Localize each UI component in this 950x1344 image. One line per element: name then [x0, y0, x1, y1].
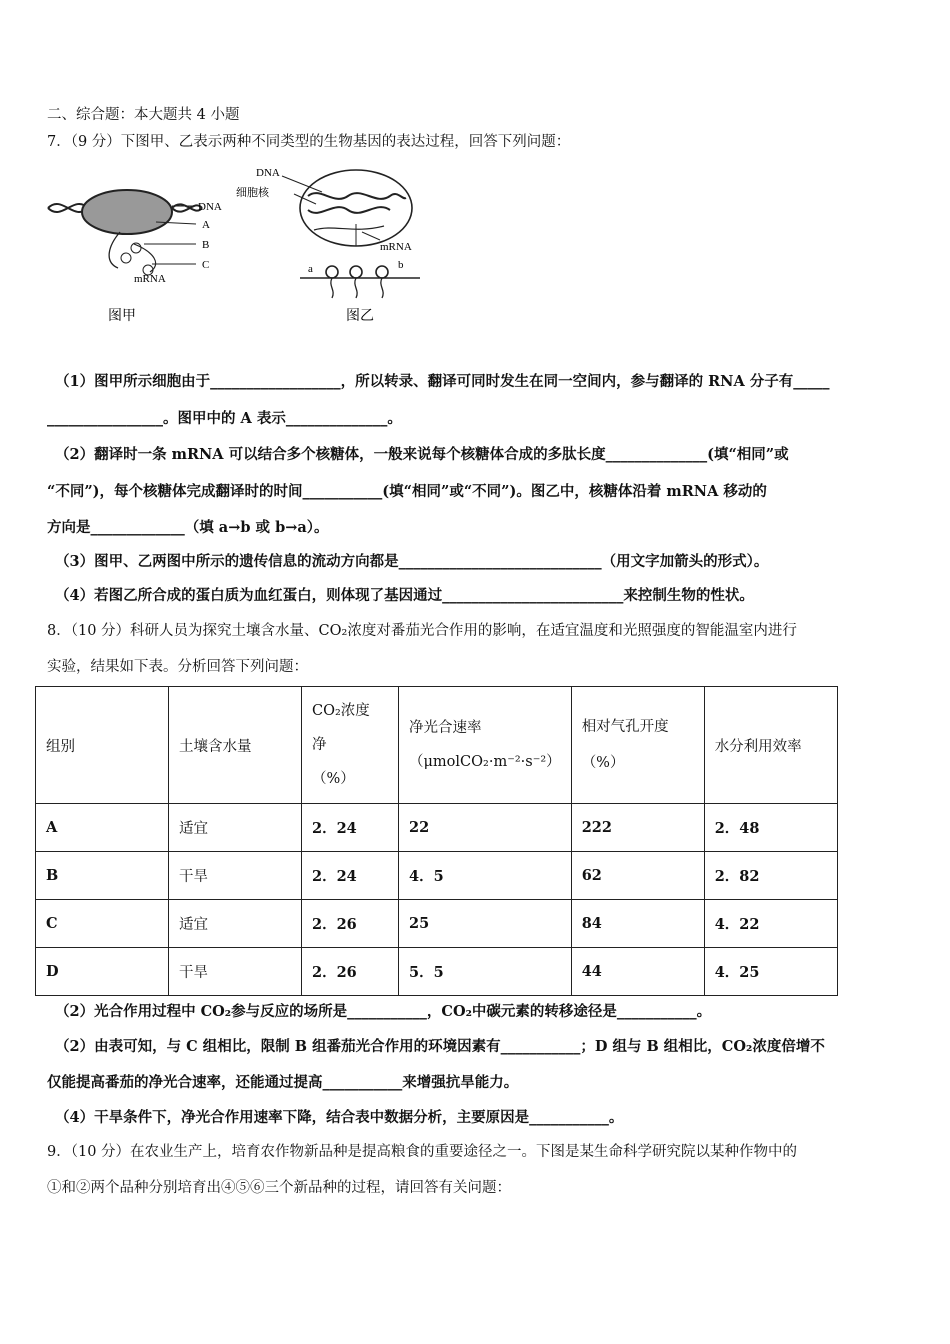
q7-p2b: “不同”)，每个核糖体完成翻译时的时间___________(填“相同”或“不同”)。图乙中，核糖体沿着 mRNA 移动的 — [47, 483, 767, 500]
section-title: 二、综合题：本大题共 4 小题 — [47, 107, 240, 123]
jia-label-dna: DNA — [198, 201, 222, 213]
yi-caption: 图乙 — [346, 308, 374, 324]
th-group: 组别 — [36, 687, 169, 804]
cell: 2．24 — [302, 804, 399, 852]
cell: 62 — [571, 852, 704, 900]
yi-label-b: b — [398, 259, 404, 271]
cell: 22 — [399, 804, 572, 852]
q8-p4: （4）干旱条件下，净光合作用速率下降，结合表中数据分析，主要原因是___________。 — [55, 1109, 624, 1126]
cell: 5．5 — [399, 948, 572, 996]
th-stomata: 相对气孔开度 （%） — [571, 687, 704, 804]
data-table — [35, 686, 838, 996]
cell: 干旱 — [169, 852, 302, 900]
yi-label-nucleus: 细胞核 — [236, 186, 269, 199]
figure-yi — [234, 160, 434, 330]
cell: 适宜 — [169, 900, 302, 948]
cell: 4．5 — [399, 852, 572, 900]
q9-line-b: ①和②两个品种分别培育出④⑤⑥三个新品种的过程，请回答有关问题： — [47, 1180, 511, 1196]
jia-label-mrna: mRNA — [134, 273, 166, 285]
q7-p1b: ________________。图甲中的 A 表示______________。 — [47, 410, 402, 427]
cell: 2．26 — [302, 948, 399, 996]
cell: 222 — [571, 804, 704, 852]
q8-p2b-a: （2）由表可知，与 C 组相比，限制 B 组番茄光合作用的环境因素有___________；D 组与 B 组相比，CO₂浓度倍增不 — [55, 1038, 825, 1055]
cell: 2．48 — [704, 804, 837, 852]
q7-p1a: （1）图甲所示细胞由于__________________，所以转录、翻译可同时发生在同一空间内，参与翻译的 RNA 分子有_____ — [55, 373, 830, 390]
cell: 25 — [399, 900, 572, 948]
table-row — [36, 852, 838, 900]
cell: 2．24 — [302, 852, 399, 900]
q8-intro-b: 实验，结果如下表。分析回答下列问题： — [47, 659, 308, 675]
cell: 4．22 — [704, 900, 837, 948]
table-row — [36, 948, 838, 996]
q8-p2b-b: 仅能提高番茄的净光合速率，还能通过提高___________来增强抗旱能力。 — [47, 1074, 519, 1091]
cell: C — [36, 900, 169, 948]
table-row — [36, 804, 838, 852]
q7-p2c: 方向是_____________（填 a→b 或 b→a）。 — [47, 519, 329, 536]
cell: 2．82 — [704, 852, 837, 900]
table-row — [36, 900, 838, 948]
cell: 44 — [571, 948, 704, 996]
th-co2: CO₂浓度 净 （%） — [302, 687, 399, 804]
yi-label-mrna: mRNA — [380, 241, 412, 253]
q8-intro-a: 8．（10 分）科研人员为探究土壤含水量、CO₂浓度对番茄光合作用的影响，在适宜温度和光照强度的智能温室内进行 — [47, 623, 797, 639]
q7-p4: （4）若图乙所合成的蛋白质为血红蛋白，则体现了基因通过_________________________来控制生物的性状。 — [55, 587, 754, 604]
cell: A — [36, 804, 169, 852]
figure-jia — [44, 160, 234, 330]
q7-intro: 7．（9 分）下图甲、乙表示两种不同类型的生物基因的表达过程，回答下列问题： — [47, 134, 571, 150]
q9-line-a: 9．（10 分）在农业生产上，培育农作物新品种是提高粮食的重要途径之一。下图是某生命科学研究院以某种作物中的 — [47, 1144, 798, 1160]
yi-label-dna: DNA — [256, 167, 280, 179]
cell: 2．26 — [302, 900, 399, 948]
q7-p2a: （2）翻译时一条 mRNA 可以结合多个核糖体，一般来说每个核糖体合成的多肽长度______________(填“相同”或 — [55, 446, 789, 463]
q8-p2: （2）光合作用过程中 CO₂参与反应的场所是___________，CO₂中碳元素的转移途径是___________。 — [55, 1003, 712, 1020]
cell: 84 — [571, 900, 704, 948]
th-wue: 水分利用效率 — [704, 687, 837, 804]
cell: 适宜 — [169, 804, 302, 852]
th-rate: 净光合速率 （μmolCO₂·m⁻²·s⁻²） — [399, 687, 572, 804]
yi-label-a: a — [308, 263, 313, 275]
jia-caption: 图甲 — [108, 308, 136, 324]
jia-label-a: A — [202, 219, 210, 231]
cell: D — [36, 948, 169, 996]
q7-p3: （3）图甲、乙两图中所示的遗传信息的流动方向都是____________________________（用文字加箭头的形式）。 — [55, 553, 769, 570]
jia-label-b: B — [202, 239, 210, 251]
table-header-row — [36, 687, 838, 804]
cell: B — [36, 852, 169, 900]
cell: 干旱 — [169, 948, 302, 996]
cell: 4．25 — [704, 948, 837, 996]
th-soil: 土壤含水量 — [169, 687, 302, 804]
jia-label-c: C — [202, 259, 210, 271]
